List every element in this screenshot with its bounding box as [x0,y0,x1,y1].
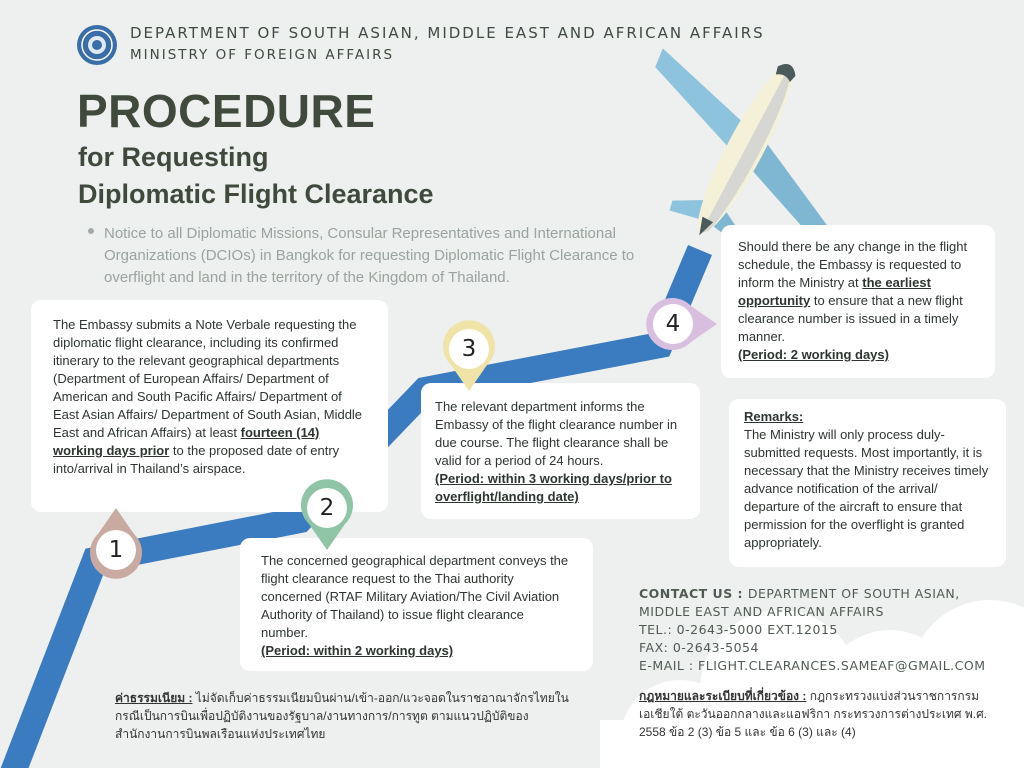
fees-text: ไม่จัดเก็บค่าธรรมเนียมบินผ่าน/เข้า-ออก/แวะจอดในราชอาณาจักรไทยในกรณีเป็นการบินเพื่อปฏิบัติงานของรัฐบาล/งานทางการ/การทูต ตามแนวปฏิบัติของสำนักงานการบินพลเรือนแห่งประเทศไทย [115,691,569,741]
step-3-card [421,383,700,519]
step-1-marker [88,522,144,578]
contact-tel: TEL.: 0-2643-5000 EXT.12015 [639,622,838,637]
step-4-emphasis: the earliest opportunity [738,275,931,308]
step-4-number: 4 [665,311,681,337]
contact-block [639,585,1009,675]
step-2-period: (Period: within 2 working days) [261,643,454,658]
step-4-marker [645,296,701,352]
notice-bullet [88,228,94,234]
step-3-text: The relevant department informs the Embassy of the flight clearance number in due course. The flight clearance shall be valid for a period of 24 hours. [435,399,678,468]
contact-dept-1: DEPARTMENT OF SOUTH ASIAN, [747,586,960,601]
step-4-card [721,225,995,378]
remarks-text: The Ministry will only process duly-submitted requests. Most importantly, it is necessary that the Ministry receives timely advance notification of the arrival/ departure of the aircraft to ensure that permission for the overflight is granted appropriately. [744,427,989,550]
step-4-period: (Period: 2 working days) [738,347,889,362]
step-3-number: 3 [461,336,477,362]
step-2-card [240,538,593,671]
notice-text: Notice to all Diplomatic Missions, Consular Representatives and International Organizations (DCIOs) in Bangkok for requesting Diplomatic Flight Clearance to overflight and land in the territory of the Kingdom of Thailand. [104,225,635,286]
laws-text: กฎกระทรวงแบ่งส่วนราชการกรมเอเชียใต้ ตะวันออกกลางและแอฟริกา กระทรวงการต่างประเทศ พ.ศ. 2558 ข้อ 2 (3) ข้อ 5 และ ข้อ 6 (3) และ (4) [639,689,988,739]
remarks-card [729,399,1006,567]
contact-dept-2: MIDDLE EAST AND AFRICAN AFFAIRS [639,604,884,619]
step-2-marker [299,480,355,536]
subtitle-line1: for Requesting [78,142,269,172]
step-1-text-b: to the proposed date of entry into/arrival in Thailand’s airspace. [53,443,340,476]
step-1-emphasis: fourteen (14) working days prior [53,425,320,458]
contact-email: E-MAIL : FLIGHT.CLEARANCES.SAMEAF@GMAIL.COM [639,658,986,673]
department-name: DEPARTMENT OF SOUTH ASIAN, MIDDLE EAST AND AFRICAN AFFAIRS [130,24,765,42]
remarks-heading: Remarks: [744,409,804,424]
step-3-marker [441,321,497,377]
step-1-text-a: The Embassy submits a Note Verbale requesting the diplomatic flight clearance, including its confirmed itinerary to the relevant geographical departments (Department of European Affairs/ Department of American and South Pacific Affairs/ Department of East Asian Affairs/ Department of South Asian, Middle East and African Affairs) at least [53,317,363,440]
contact-label: CONTACT US : [639,586,748,601]
fees-label: ค่าธรรมเนียม : [115,691,193,705]
step-4-text-b: to ensure that a new flight clearance number is issued in a timely manner. [738,293,963,344]
contact-fax: FAX: 0-2643-5054 [639,640,759,655]
page-title: PROCEDURE [77,85,376,137]
step-2-number: 2 [319,495,335,521]
contact-line-1 [639,585,1009,603]
step-2-text: The concerned geographical department conveys the flight clearance request to the Thai authority concerned (RTAF Military Aviation/The Civil Aviation Authority of Thailand) to issue flight clearance number. [261,553,569,640]
fees-block [115,689,575,743]
subtitle-line2: Diplomatic Flight Clearance [78,179,434,209]
step-4-text-a: Should there be any change in the flight schedule, the Embassy is requested to inform the Ministry at [738,239,968,290]
ministry-seal-icon [76,24,118,66]
laws-label: กฎหมายและระเบียบที่เกี่ยวข้อง : [639,689,807,703]
ministry-name: MINISTRY OF FOREIGN AFFAIRS [130,47,395,63]
step-3-period: (Period: within 3 working days/prior to overflight/landing date) [435,471,672,504]
step-1-number: 1 [108,537,124,563]
laws-block [639,687,999,741]
